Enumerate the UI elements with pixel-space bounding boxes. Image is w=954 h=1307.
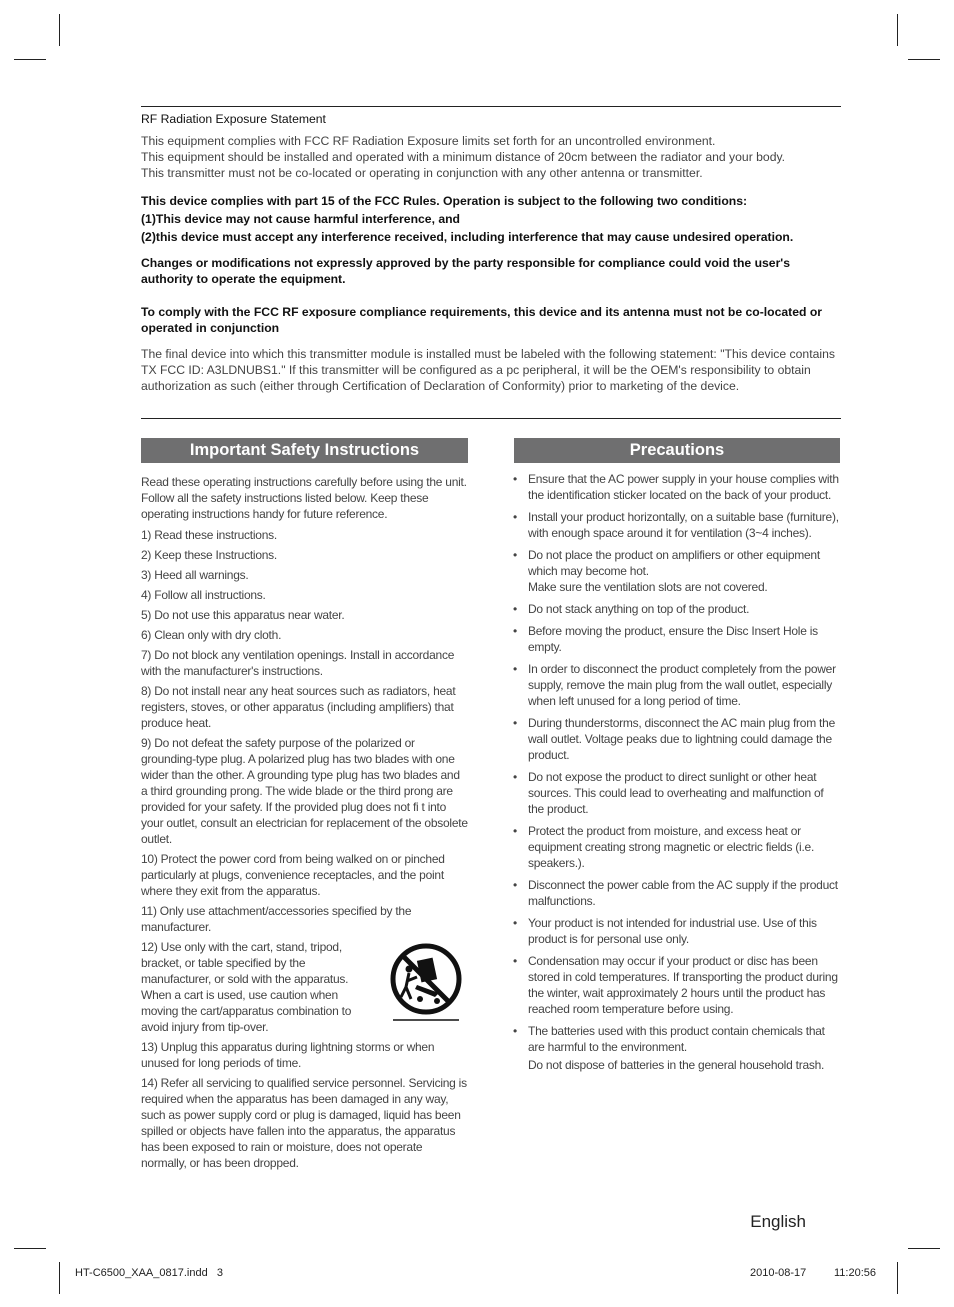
crop-mark bbox=[59, 14, 60, 46]
safety-item: 13) Unplug this apparatus during lightning storms or when unused for long periods of time. bbox=[141, 1040, 435, 1070]
rf-heading: RF Radiation Exposure Statement bbox=[141, 112, 326, 126]
precaution-item: • In order to disconnect the product completely from the power supply, remove the main plug from the wall outlet, especially when left unused for a long period of time. bbox=[513, 662, 836, 708]
safety-item: 10) Protect the power cord from being walked on or pinched particularly at plugs, convenience receptacles, and the point where they exit from the apparatus. bbox=[141, 852, 445, 898]
crop-mark bbox=[897, 14, 898, 46]
bullet-icon: • bbox=[513, 824, 517, 838]
precaution-item: • The batteries used with this product contain chemicals that are harmful to the environment. Do not dispose of batteries in the general household trash. bbox=[513, 1023, 841, 1073]
bullet-icon: • bbox=[513, 954, 517, 968]
rf-line: This transmitter must not be co-located or operating in conjunction with any other antenna or transmitter. bbox=[141, 166, 703, 180]
bullet-icon: • bbox=[513, 916, 517, 930]
top-rule bbox=[141, 106, 841, 107]
safety-item: 11) Only use attachment/accessories specified by the manufacturer. bbox=[141, 904, 412, 934]
rf-line: This equipment should be installed and operated with a minimum distance of 20cm between the radiator and your body. bbox=[141, 150, 786, 164]
crop-mark bbox=[14, 59, 46, 60]
cart-item-row bbox=[141, 939, 469, 1035]
bullet-icon: • bbox=[513, 472, 517, 486]
precaution-item: • Ensure that the AC power supply in your house complies with the identification sticker located on the back of your product. bbox=[513, 472, 839, 502]
safety-item: 7) Do not block any ventilation openings. Install in accordance with the manufacturer's instructions. bbox=[141, 648, 455, 678]
safety-item: 8) Do not install near any heat sources such as radiators, heat registers, stoves, or other apparatus (including amplifiers) that produce heat. bbox=[141, 684, 456, 730]
precaution-item: • Install your product horizontally, on a suitable base (furniture), with enough space around it for ventilation (3~4 inches). bbox=[513, 510, 839, 540]
bullet-icon: • bbox=[513, 662, 517, 676]
part15-line: (1)This device may not cause harmful interference, and bbox=[141, 212, 461, 226]
safety-item: 1) Read these instructions. bbox=[141, 528, 277, 542]
precautions-list bbox=[513, 471, 841, 1079]
precaution-item: • Before moving the product, ensure the Disc Insert Hole is empty. bbox=[513, 624, 818, 654]
crop-mark bbox=[59, 1262, 60, 1294]
bullet-icon: • bbox=[513, 770, 517, 784]
precaution-item: • During thunderstorms, disconnect the AC main plug from the wall outlet. Voltage peaks due to lightning could damage the product. bbox=[513, 716, 835, 762]
crop-mark bbox=[908, 1248, 940, 1249]
safety-item: 6) Clean only with dry cloth. bbox=[141, 628, 282, 642]
fcc-statement-section bbox=[141, 111, 841, 394]
bullet-icon: • bbox=[513, 1024, 517, 1038]
safety-instructions-list bbox=[141, 474, 469, 1175]
safety-title: Important Safety Instructions bbox=[141, 438, 468, 463]
comply-statement: To comply with the FCC RF exposure compliance requirements, this device and its antenna must not be co-located or operated in conjunction bbox=[141, 305, 823, 335]
bullet-icon: • bbox=[513, 716, 517, 730]
bullet-icon: • bbox=[513, 548, 517, 562]
precaution-item: • Disconnect the power cable from the AC supply if the product malfunctions. bbox=[513, 878, 838, 908]
safety-item: 12) Use only with the cart, stand, tripod, bracket, or table specified by the manufacturer, or sold with the apparatus. When a cart is used, use caution when moving the cart/apparatus combination to avoid injury from tip-over. bbox=[141, 940, 352, 1034]
slug-date: 2010-08-17 bbox=[750, 1267, 807, 1279]
precaution-item: • Do not expose the product to direct sunlight or other heat sources. This could lead to overheating and malfunction of the product. bbox=[513, 770, 824, 816]
precaution-item: • Your product is not intended for industrial use. Use of this product is for personal use only. bbox=[513, 916, 817, 946]
bullet-icon: • bbox=[513, 510, 517, 524]
precautions-title: Precautions bbox=[514, 438, 840, 463]
final-device-statement: The final device into which this transmitter module is installed must be labeled with the following statement: "This device contains TX FCC ID: A3LDNUBS1." If this transmitter will be configured as a pc peripheral, it will be the OEM's responsibility to obtain authorization as such (either through Certification of Declaration of Conformity) prior to marketing of the device. bbox=[141, 347, 835, 393]
safety-item: 3) Heed all warnings. bbox=[141, 568, 249, 582]
crop-mark bbox=[908, 59, 940, 60]
rf-line: This equipment complies with FCC RF Radiation Exposure limits set forth for an uncontrolled environment. bbox=[141, 134, 716, 148]
safety-item: 14) Refer all servicing to qualified service personnel. Servicing is required when the apparatus has been damaged in any way, such as power supply cord or plug is damaged, liquid has been spilled or objects have fallen into the apparatus, the apparatus has been exposed to rain or moisture, does not operate normally, or has been dropped. bbox=[141, 1076, 467, 1170]
page-language-label: English bbox=[750, 1212, 806, 1231]
slug-filename: HT-C6500_XAA_0817.indd 3 bbox=[75, 1267, 223, 1279]
changes-statement: Changes or modifications not expressly approved by the party responsible for compliance could void the user's authority to operate the equipment. bbox=[141, 256, 790, 286]
precaution-note: Do not dispose of batteries in the general household trash. bbox=[528, 1058, 825, 1072]
precaution-item: • Protect the product from moisture, and excess heat or equipment creating strong magnetic or electric fields (i.e. speakers.). bbox=[513, 824, 815, 870]
safety-intro: Read these operating instructions carefully before using the unit. Follow all the safety instructions listed below. Keep these operating instructions handy for future reference. bbox=[141, 475, 467, 521]
safety-item: 2) Keep these Instructions. bbox=[141, 548, 277, 562]
slug-time: 11:20:56 bbox=[834, 1267, 877, 1279]
precaution-note: Make sure the ventilation slots are not covered. bbox=[528, 580, 768, 594]
bullet-icon: • bbox=[513, 624, 517, 638]
bullet-icon: • bbox=[513, 878, 517, 892]
cart-tip-over-warning-icon bbox=[387, 941, 465, 1021]
crop-mark bbox=[897, 1262, 898, 1294]
section-rule bbox=[141, 418, 841, 419]
bullet-icon: • bbox=[513, 602, 517, 616]
crop-mark bbox=[14, 1248, 46, 1249]
precaution-item: • Condensation may occur if your product or disc has been stored in cold temperatures. If transporting the product during the winter, wait approximately 2 hours until the product has reached room temperature before using. bbox=[513, 954, 838, 1016]
safety-item: 9) Do not defeat the safety purpose of the polarized or grounding-type plug. A polarized plug has two blades with one wider than the other. A grounding type plug has two blades and a third grounding prong. The wide blade or the third prong are provided for your safety. If the provided plug does not fi t into your outlet, consult an electrician for replacement of the obsolete outlet. bbox=[141, 736, 468, 846]
precaution-item: • Do not place the product on amplifiers or other equipment which may become hot. Make sure the ventilation slots are not covered. bbox=[513, 547, 841, 595]
precaution-item: • Do not stack anything on top of the product. bbox=[513, 602, 750, 616]
part15-line: This device complies with part 15 of the FCC Rules. Operation is subject to the following two conditions: bbox=[141, 194, 748, 208]
part15-line: (2)this device must accept any interference received, including interference that may cause undesired operation. bbox=[141, 230, 794, 244]
safety-item: 4) Follow all instructions. bbox=[141, 588, 266, 602]
safety-item: 5) Do not use this apparatus near water. bbox=[141, 608, 345, 622]
